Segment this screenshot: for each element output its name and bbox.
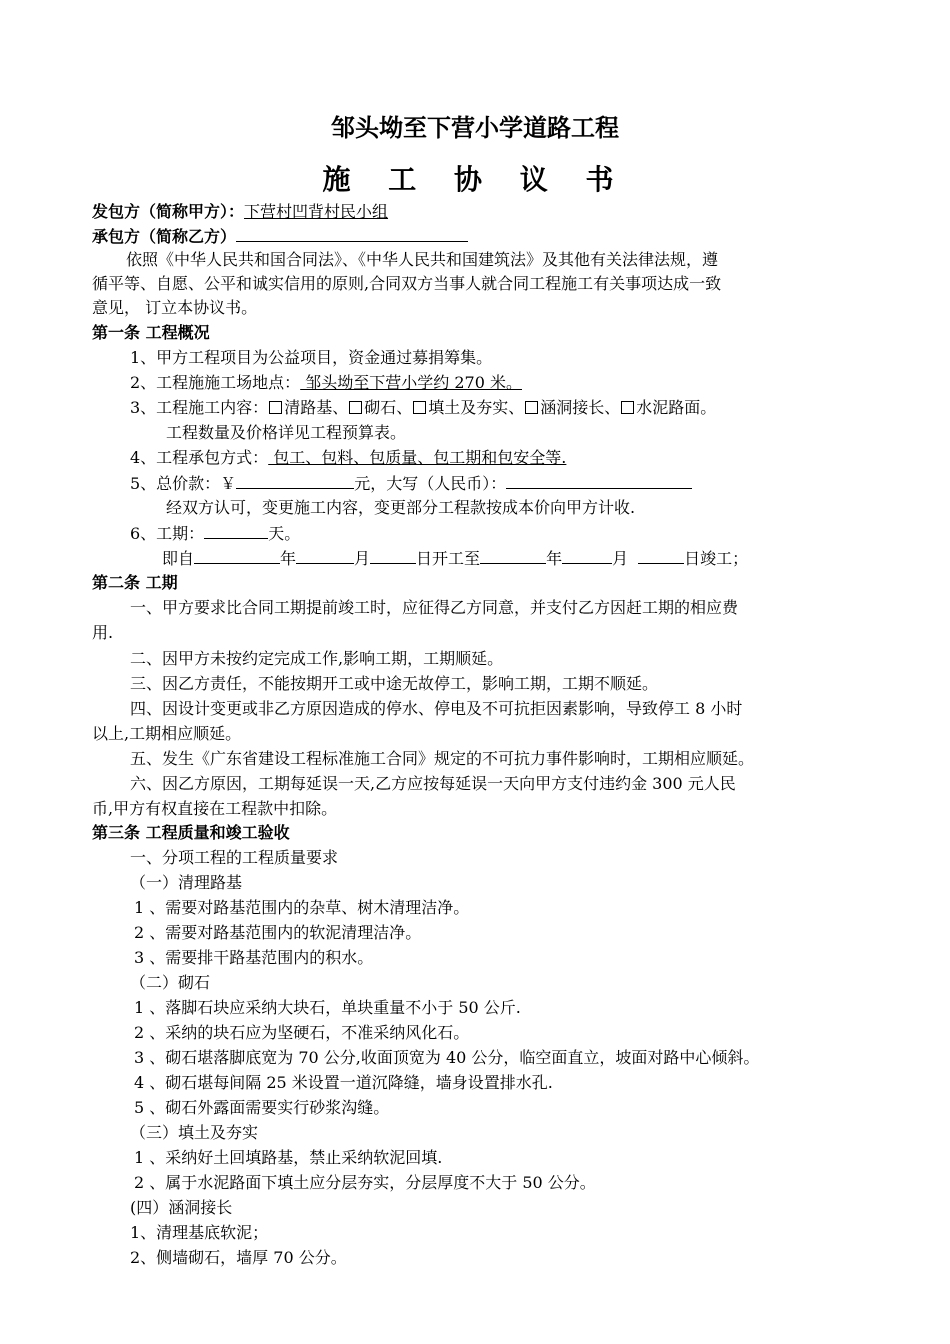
content-clear-roadbed: 清路基、 (284, 398, 349, 417)
article-1-item-2 (130, 372, 522, 394)
document-subtitle: 施 工 协 议 书 (322, 163, 628, 196)
article-2-title: 第二条 工期 (92, 573, 178, 592)
item-3-label: 3、工程施工内容： (130, 398, 269, 417)
end-day-blank (638, 547, 684, 564)
price-words-label: 元，大写（人民币）： (354, 474, 507, 493)
month-unit: 月 (612, 549, 629, 568)
party-a-label: 发包方（简称甲方）： (92, 202, 245, 221)
party-a-value: 下营村凹背村民小组 (244, 202, 389, 221)
item-2-label: 2、工程施施工场地点： (130, 373, 301, 392)
checkbox-icon (349, 401, 362, 414)
article-1-item-5 (130, 472, 692, 495)
section-3-item-2: 2 、属于水泥路面下填土应分层夯实，分层厚度不大于 50 公分。 (134, 1173, 596, 1192)
preamble-line-1: 依照《中华人民共和国合同法》、《中华人民共和国建筑法》及其他有关法律法规，遵 (126, 250, 719, 269)
article-2-item-4a: 四、因设计变更或非乙方原因造成的停水、停电及不可抗拒因素影响，导致停工 8 小时 (130, 699, 743, 718)
period-label: 6、工期： (130, 524, 205, 543)
checkbox-icon (413, 401, 426, 414)
document-title: 邹头坳至下营小学道路工程 (331, 114, 619, 142)
article-2-item-4b: 以上,工期相应顺延。 (92, 724, 242, 743)
section-4-title: (四）涵洞接长 (130, 1198, 233, 1217)
checkbox-icon (525, 401, 538, 414)
section-2-item-3: 3 、砌石堪落脚底宽为 70 公分,收面顶宽为 40 公分，临空面直立，坡面对路中心倾斜。 (134, 1048, 760, 1067)
start-year-blank (194, 547, 280, 564)
item-4-label: 4、工程承包方式： (130, 448, 269, 467)
party-b-blank (236, 225, 468, 242)
section-4-item-2: 2、侧墙砌石，墙厚 70 公分。 (130, 1248, 347, 1267)
section-3-title: （三）填土及夯实 (130, 1123, 259, 1142)
content-culvert: 涵洞接长、 (540, 398, 621, 417)
start-label: 日开工至 (416, 549, 481, 568)
section-1-title: （一）清理路基 (130, 873, 243, 892)
party-b-line (92, 225, 468, 248)
section-1-item-2: 2 、需要对路基范围内的软泥清理洁净。 (134, 923, 422, 942)
month-unit: 月 (354, 549, 371, 568)
end-year-blank (480, 547, 546, 564)
section-4-item-1: 1、清理基底软泥； (130, 1223, 269, 1242)
section-3-item-1: 1 、采纳好土回填路基，禁止采纳软泥回填. (134, 1148, 443, 1167)
article-2-item-1b: 用. (92, 623, 114, 642)
year-unit: 年 (546, 549, 563, 568)
item-4-value: 包工、包料、包质量、包工期和包安全等. (268, 448, 567, 467)
article-2-item-5: 五、发生《广东省建设工程标准施工合同》规定的不可抗力事件影响时，工期相应顺延。 (130, 749, 755, 768)
price-blank (236, 472, 354, 489)
section-2-title: （二）砌石 (130, 973, 211, 992)
section-2-item-1: 1 、落脚石块应采纳大块石，单块重量不小于 50 公斤. (134, 998, 521, 1017)
party-b-label: 承包方（简称乙方） (92, 227, 237, 246)
period-blank (204, 522, 268, 539)
item-2-value: 邹头坳至下营小学约 270 米。 (300, 373, 522, 392)
date-from-label: 即自 (162, 549, 195, 568)
end-month-blank (562, 547, 612, 564)
price-label: 5、总价款：￥ (130, 474, 237, 493)
section-2-item-5: 5 、砌石外露面需要实行砂浆沟缝。 (134, 1098, 390, 1117)
article-1-title: 第一条 工程概况 (92, 323, 210, 342)
start-day-blank (370, 547, 416, 564)
start-month-blank (296, 547, 354, 564)
period-unit: 天。 (268, 524, 301, 543)
year-unit: 年 (280, 549, 297, 568)
end-label: 日竣工； (684, 549, 749, 568)
article-2-item-6b: 币,甲方有权直接在工程款中扣除。 (92, 799, 338, 818)
article-1-item-3-note: 工程数量及价格详见工程预算表。 (166, 423, 407, 442)
article-2-item-2: 二、因甲方未按约定完成工作,影响工期，工期顺延。 (130, 649, 504, 668)
article-1-item-3 (130, 397, 716, 419)
article-1-item-6-dates (162, 547, 748, 570)
preamble-line-3: 意见， 订立本协议书。 (92, 298, 258, 317)
section-2-item-4: 4 、砌石堪每间隔 25 米设置一道沉降缝，墙身设置排水孔. (134, 1073, 553, 1092)
preamble-line-2: 循平等、自愿、公平和诚实信用的原则,合同双方当事人就合同工程施工有关事项达成一致 (92, 274, 722, 293)
article-1-item-4 (130, 447, 566, 469)
article-2-item-1a: 一、甲方要求比合同工期提前竣工时，应征得乙方同意，并支付乙方因赶工期的相应费 (130, 598, 739, 617)
section-2-item-2: 2 、采纳的块石应为坚硬石，不准采纳风化石。 (134, 1023, 470, 1042)
section-1-item-3: 3 、需要排干路基范围内的积水。 (134, 948, 374, 967)
checkbox-icon (621, 401, 634, 414)
price-words-blank (506, 472, 692, 489)
content-fill-compact: 填土及夯实、 (428, 398, 525, 417)
article-3-title: 第三条 工程质量和竣工验收 (92, 823, 290, 842)
article-1-item-1: 1、甲方工程项目为公益项目，资金通过募捐筹集。 (130, 348, 493, 367)
article-1-item-6 (130, 522, 300, 545)
content-masonry: 砌石、 (364, 398, 413, 417)
article-2-item-6a: 六、因乙方原因，工期每延误一天,乙方应按每延误一天向甲方支付违约金 300 元人民 (130, 774, 736, 793)
content-cement-road: 水泥路面。 (636, 398, 717, 417)
article-1-item-5-note: 经双方认可，变更施工内容，变更部分工程款按成本价向甲方计收. (166, 498, 636, 517)
article-2-item-3: 三、因乙方责任，不能按期开工或中途无故停工，影响工期，工期不顺延。 (130, 674, 659, 693)
article-3-subtitle: 一、分项工程的工程质量要求 (130, 848, 339, 867)
section-1-item-1: 1 、需要对路基范围内的杂草、树木清理洁净。 (134, 898, 470, 917)
checkbox-icon (269, 401, 282, 414)
party-a-line (92, 201, 454, 223)
